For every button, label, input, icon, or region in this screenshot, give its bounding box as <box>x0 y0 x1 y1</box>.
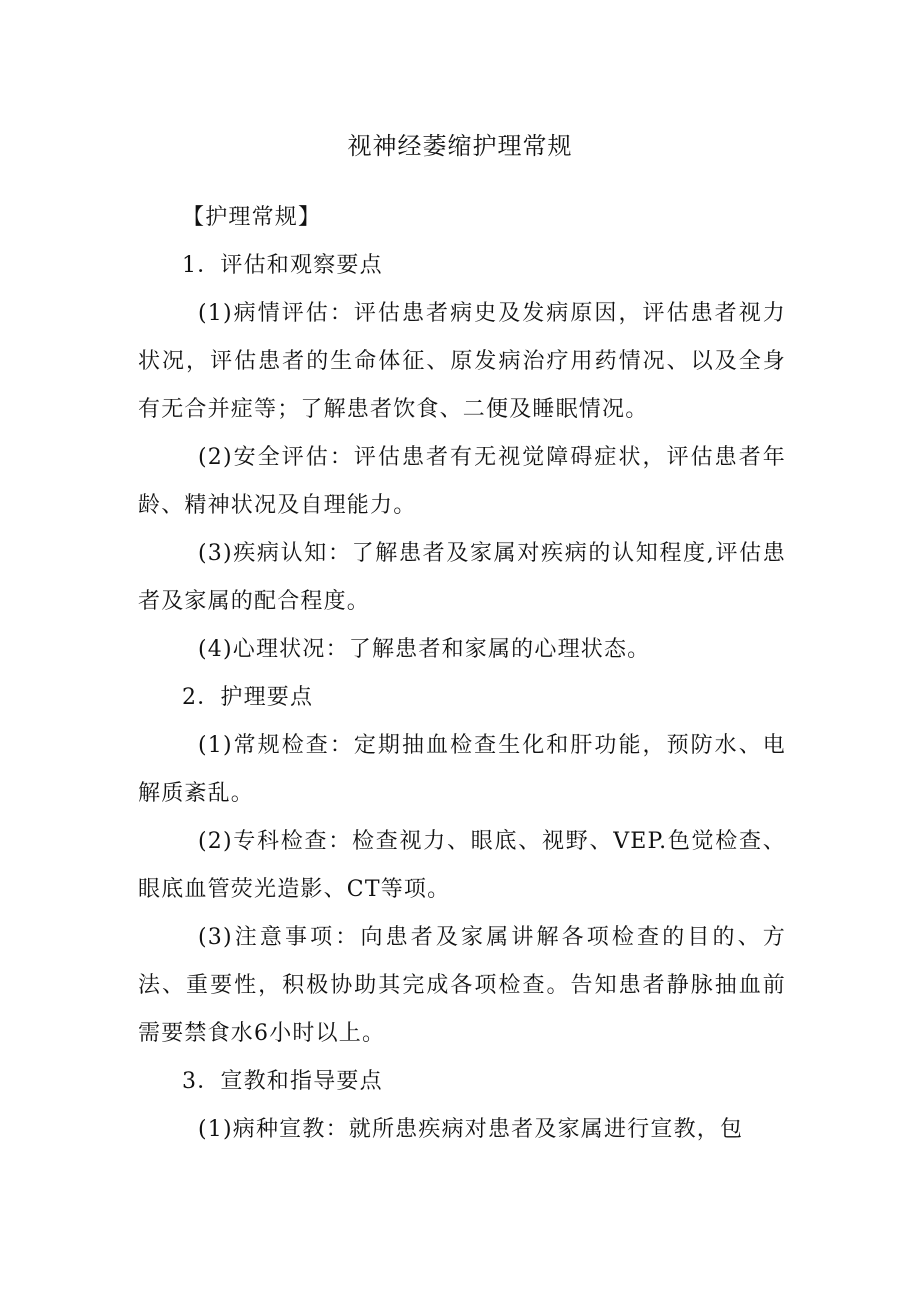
section-label: 【护理常规】 <box>182 205 322 230</box>
document-body <box>138 194 786 1154</box>
paragraph-2-1: (1)常规检查：定期抽血检查生化和肝功能，预防水、电解质紊乱。 <box>138 733 786 806</box>
heading-1: 1．评估和观察要点 <box>182 253 383 278</box>
paragraph-1-3: (3)疾病认知：了解患者及家属对疾病的认知程度,评估患者及家属的配合程度。 <box>138 541 786 614</box>
document-title: 视神经萎缩护理常规 <box>347 132 573 160</box>
paragraph-3-1: (1)病种宣教：就所患疾病对患者及家属进行宣教，包 <box>198 1117 744 1142</box>
paragraph-2-3: (3)注意事项：向患者及家属讲解各项检查的目的、方法、重要性，积极协助其完成各项检查。告知患者静脉抽血前需要禁食水6小时以上。 <box>138 925 786 1046</box>
heading-3: 3．宣教和指导要点 <box>182 1069 383 1094</box>
paragraph-1-4: (4)心理状况：了解患者和家属的心理状态。 <box>198 637 651 662</box>
paragraph-1-1: (1)病情评估：评估患者病史及发病原因，评估患者视力状况，评估患者的生命体征、原发病治疗用药情况、以及全身有无合并症等；了解患者饮食、二便及睡眠情况。 <box>138 301 786 422</box>
paragraph-1-2: (2)安全评估：评估患者有无视觉障碍症状，评估患者年龄、精神状况及自理能力。 <box>138 445 786 518</box>
heading-2: 2．护理要点 <box>182 685 314 710</box>
paragraph-2-2: (2)专科检查：检查视力、眼底、视野、VEP.色觉检查、眼底血管荧光造影、CT等项。 <box>138 829 786 902</box>
